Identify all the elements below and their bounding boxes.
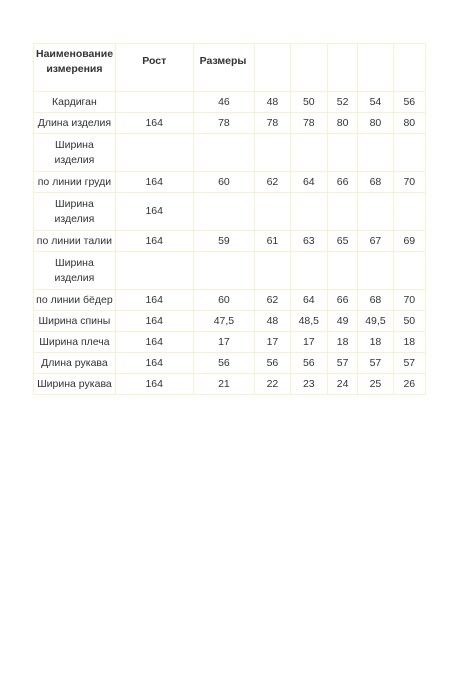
row-height — [115, 252, 193, 290]
row-value: 49,5 — [358, 311, 393, 332]
row-value: 64 — [290, 172, 327, 193]
row-value: 67 — [358, 231, 393, 252]
row-value: 57 — [327, 353, 357, 374]
row-height: 164 — [115, 374, 193, 395]
table-row — [34, 172, 426, 193]
row-height: 164 — [115, 113, 193, 134]
row-value: 70 — [393, 290, 425, 311]
row-value: 60 — [193, 172, 255, 193]
table-row — [34, 134, 426, 172]
row-value: 17 — [290, 332, 327, 353]
table-row — [34, 353, 426, 374]
row-value: 22 — [255, 374, 290, 395]
table-row — [34, 252, 426, 290]
table-row — [34, 311, 426, 332]
row-name: Ширина рукава — [34, 374, 116, 395]
row-value — [327, 252, 357, 290]
row-value — [358, 193, 393, 231]
row-value: 57 — [358, 353, 393, 374]
row-name: Ширина изделия — [34, 193, 116, 231]
row-value — [290, 134, 327, 172]
row-height: 164 — [115, 172, 193, 193]
row-value: 80 — [358, 113, 393, 134]
header-empty-cell — [290, 44, 327, 92]
row-value — [327, 134, 357, 172]
row-value — [255, 134, 290, 172]
row-value — [358, 252, 393, 290]
row-value: 18 — [358, 332, 393, 353]
row-value: 57 — [393, 353, 425, 374]
row-value: 68 — [358, 172, 393, 193]
row-height: 164 — [115, 353, 193, 374]
row-value: 17 — [193, 332, 255, 353]
table-row — [34, 113, 426, 134]
row-height — [115, 92, 193, 113]
row-name: Длина рукава — [34, 353, 116, 374]
row-value — [290, 193, 327, 231]
row-name: Кардиган — [34, 92, 116, 113]
row-height: 164 — [115, 311, 193, 332]
table-row — [34, 332, 426, 353]
row-height: 164 — [115, 231, 193, 252]
row-value: 68 — [358, 290, 393, 311]
row-value: 47,5 — [193, 311, 255, 332]
row-value: 65 — [327, 231, 357, 252]
row-value: 23 — [290, 374, 327, 395]
row-value: 56 — [393, 92, 425, 113]
row-name: по линии талии — [34, 231, 116, 252]
row-value: 64 — [290, 290, 327, 311]
row-value: 59 — [193, 231, 255, 252]
row-value: 48 — [255, 92, 290, 113]
row-value: 63 — [290, 231, 327, 252]
row-value: 69 — [393, 231, 425, 252]
row-height: 164 — [115, 332, 193, 353]
table-row — [34, 374, 426, 395]
row-height: 164 — [115, 193, 193, 231]
row-value: 80 — [393, 113, 425, 134]
row-value: 18 — [327, 332, 357, 353]
row-value: 80 — [327, 113, 357, 134]
row-value: 60 — [193, 290, 255, 311]
row-value: 56 — [255, 353, 290, 374]
row-value — [393, 193, 425, 231]
row-value — [393, 252, 425, 290]
row-value — [358, 134, 393, 172]
row-value: 78 — [255, 113, 290, 134]
table-row — [34, 290, 426, 311]
header-height: Рост — [115, 44, 193, 92]
row-value: 61 — [255, 231, 290, 252]
row-value: 54 — [358, 92, 393, 113]
row-value: 48 — [255, 311, 290, 332]
row-value — [193, 134, 255, 172]
row-value: 24 — [327, 374, 357, 395]
size-table — [33, 43, 426, 395]
table-row — [34, 193, 426, 231]
row-value: 21 — [193, 374, 255, 395]
row-value — [193, 193, 255, 231]
row-value: 66 — [327, 172, 357, 193]
row-value: 52 — [327, 92, 357, 113]
header-empty-cell — [327, 44, 357, 92]
row-name: Ширина изделия — [34, 134, 116, 172]
row-value: 78 — [290, 113, 327, 134]
row-height — [115, 134, 193, 172]
row-value: 17 — [255, 332, 290, 353]
row-value — [327, 193, 357, 231]
table-row — [34, 231, 426, 252]
row-value: 66 — [327, 290, 357, 311]
row-value: 50 — [393, 311, 425, 332]
row-height: 164 — [115, 290, 193, 311]
header-empty-cell — [393, 44, 425, 92]
row-value: 25 — [358, 374, 393, 395]
row-value: 26 — [393, 374, 425, 395]
row-value: 62 — [255, 290, 290, 311]
header-measurement-name: Наименование измерения — [34, 44, 116, 92]
row-value: 18 — [393, 332, 425, 353]
row-name: Длина изделия — [34, 113, 116, 134]
row-name: Ширина спины — [34, 311, 116, 332]
row-value: 56 — [290, 353, 327, 374]
header-empty-cell — [255, 44, 290, 92]
row-value — [393, 134, 425, 172]
row-value: 56 — [193, 353, 255, 374]
row-name: Ширина плеча — [34, 332, 116, 353]
row-value: 62 — [255, 172, 290, 193]
row-value: 48,5 — [290, 311, 327, 332]
row-name: Ширина изделия — [34, 252, 116, 290]
row-value: 49 — [327, 311, 357, 332]
row-name: по линии бёдер — [34, 290, 116, 311]
row-value — [193, 252, 255, 290]
row-value — [255, 193, 290, 231]
table-row — [34, 92, 426, 113]
row-value: 46 — [193, 92, 255, 113]
row-value: 78 — [193, 113, 255, 134]
row-value: 50 — [290, 92, 327, 113]
row-value — [255, 252, 290, 290]
header-empty-cell — [358, 44, 393, 92]
header-sizes: Размеры — [193, 44, 255, 92]
row-value: 70 — [393, 172, 425, 193]
row-value — [290, 252, 327, 290]
row-name: по линии груди — [34, 172, 116, 193]
table-header-row — [34, 44, 426, 92]
